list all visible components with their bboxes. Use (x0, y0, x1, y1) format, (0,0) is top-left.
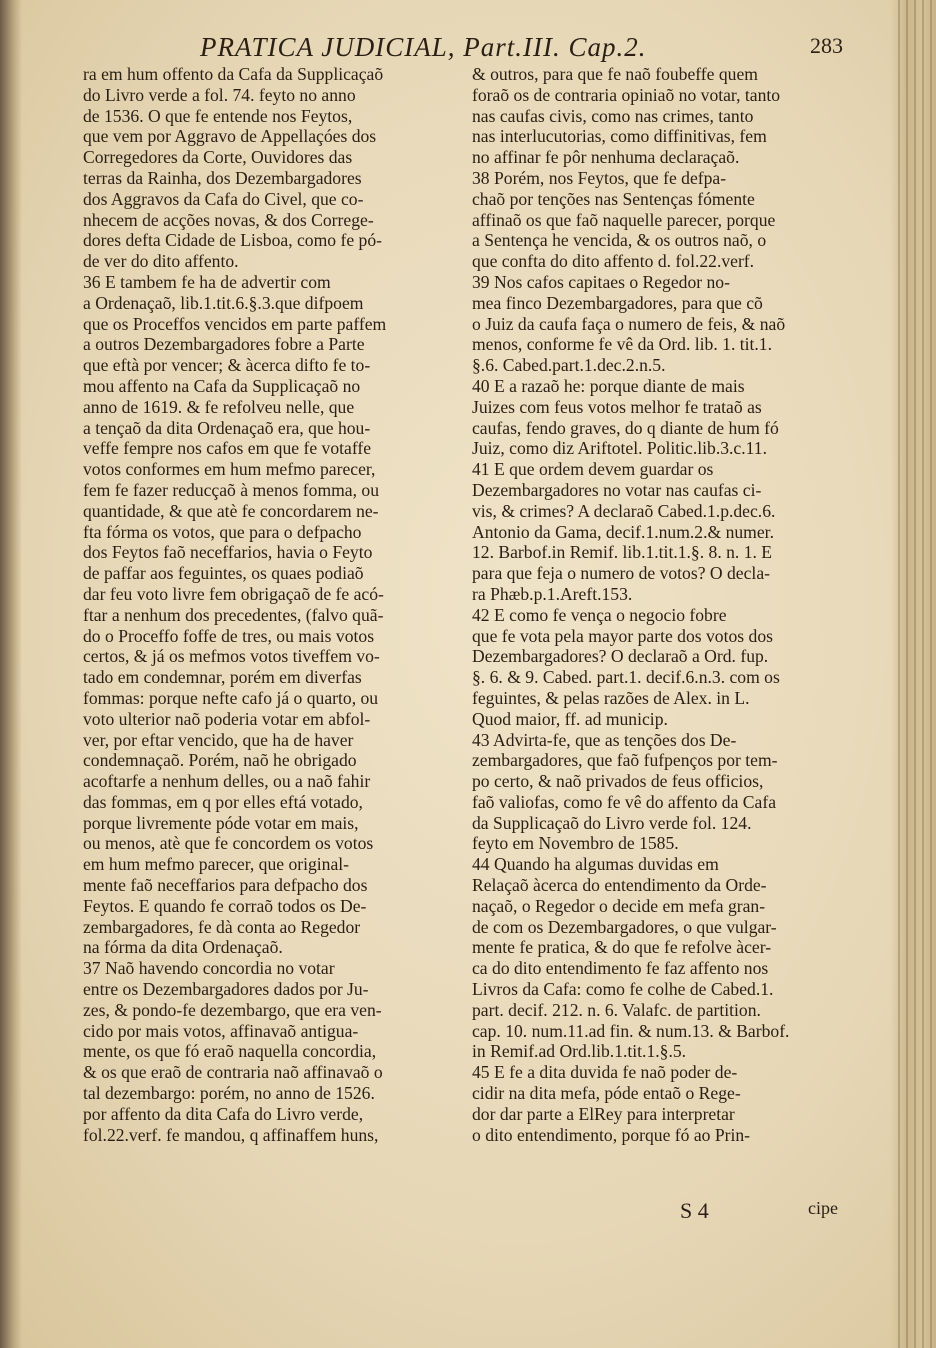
text-line: ou menos, atè que fe concordem os votos (83, 833, 374, 854)
text-line: & outros, para que fe naõ foubeffe quem (472, 64, 758, 84)
text-line: Corregedores da Corte, Ouvidores das (83, 147, 353, 168)
text-line: que fe vota pela mayor parte dos votos dos (472, 625, 773, 646)
text-line: tado em condemnar, porém em diverfas (83, 667, 362, 688)
text-line: Antonio da Gama, decif.1.num.2.& numer. (472, 521, 774, 542)
text-line: das fommas, em q por elles eftá votado, (83, 791, 363, 812)
catchword: cipe (808, 1198, 838, 1218)
text-line: 38 Porém, nos Feytos, que fe defpa- (472, 167, 727, 188)
text-line: entre os Dezembargadores dados por Ju- (83, 979, 369, 1000)
text-line: ftar a nenhum dos precedentes, (falvo quã- (83, 604, 384, 625)
page-edges (890, 0, 936, 1348)
text-line: o dito entendimento, porque fó ao Prin- (472, 1124, 751, 1145)
text-line: por affento da dita Cafa do Livro verde, (83, 1103, 364, 1124)
text-line: no affinar fe pôr nenhuma declaraçaõ. (472, 147, 740, 168)
text-line: cidir na dita mefa, póde entaõ o Rege- (472, 1083, 741, 1104)
text-line: 40 E a razaõ he: porque diante de mais (472, 375, 745, 396)
text-line: §. 6. & 9. Cabed. part.1. decif.6.n.3. com os (472, 667, 780, 688)
text-line: que os Proceffos vencidos em parte paffem (83, 313, 387, 334)
text-line: Quod maior, ff. ad municip. (472, 708, 668, 729)
text-line: po certo, & naõ privados de feus officios, (472, 771, 764, 792)
text-line: 43 Advirta-fe, que as tenções dos De- (472, 729, 737, 750)
text-line: menos, conforme fe vê da Ord. lib. 1. tit.1. (472, 334, 772, 355)
text-line: vis, & crimes? A declaraõ Cabed.1.p.dec.6. (472, 500, 776, 521)
text-line: zembargadores, fe dà conta ao Regedor (83, 916, 361, 937)
text-line: 45 E fe a dita duvida fe naõ poder de- (472, 1062, 738, 1083)
text-line: Feytos. E quando fe corraõ todos os De- (83, 895, 367, 916)
text-line: que eftà por vencer; & àcerca difto fe to- (83, 355, 371, 376)
text-line: in Remif.ad Ord.lib.1.tit.1.§.5. (472, 1041, 687, 1062)
text-line: Juiz, como diz Ariftotel. Politic.lib.3.c.11. (472, 438, 767, 459)
text-line: foraõ os de contraria opiniaõ no votar, tanto (472, 84, 781, 105)
text-line: que confta do dito affento d. fol.22.verf. (472, 251, 755, 272)
text-line: §.6. Cabed.part.1.dec.2.n.5. (472, 355, 666, 376)
text-line: acoftarfe a nenhum delles, ou a naõ fahir (83, 771, 371, 792)
text-line: anno de 1619. & fe refolveu nelle, que (83, 396, 355, 417)
text-line: a Ordenaçaõ, lib.1.tit.6.§.3.que difpoem (83, 292, 364, 313)
text-line: de paffar aos feguintes, os quaes podiaõ (83, 563, 364, 584)
text-line: Dezembargadores no votar nas caufas ci- (472, 479, 762, 500)
right-text-column (472, 64, 852, 1145)
text-line: feyto em Novembro de 1585. (472, 833, 679, 854)
text-line: a Sentença he vencida, & os outros naõ, o (472, 230, 767, 251)
text-line: part. decif. 212. n. 6. Valafc. de partition. (472, 999, 761, 1020)
text-line: tal dezembargo: porém, no anno de 1526. (83, 1083, 375, 1104)
text-line: mente faõ neceffarios para defpacho dos (83, 875, 368, 896)
text-line: Relaçaõ àcerca do entendimento da Orde- (472, 875, 767, 896)
text-line: de com os Dezembargadores, o que vulgar- (472, 916, 777, 937)
text-line: ra em hum offento da Cafa da Supplicaçaõ (83, 64, 384, 84)
text-line: a tençaõ da dita Ordenaçaõ era, que hou- (83, 417, 371, 438)
left-text-column (83, 64, 461, 1145)
text-line: affinaõ os que faõ naquelle parecer, porque (472, 209, 776, 230)
text-line: 42 E como fe vença o negocio fobre (472, 604, 727, 625)
text-line: 36 E tambem fe ha de advertir com (83, 271, 331, 292)
text-line: ca do dito entendimento fe faz affento nos (472, 958, 769, 979)
text-line: nas caufas civis, como nas crimes, tanto (472, 105, 754, 126)
signature-mark: S 4 (680, 1198, 709, 1223)
text-line: dar feu voto livre fem obrigaçaõ de fe acó- (83, 583, 384, 604)
text-line: Dezembargadores? O declaraõ a Ord. fup. (472, 646, 769, 667)
text-line: feguintes, & pelas razões de Alex. in L. (472, 687, 750, 708)
text-line: Livros da Cafa: como fe colhe de Cabed.1. (472, 979, 774, 1000)
text-line: mou affento na Cafa da Supplicaçaõ no (83, 375, 361, 396)
text-line: 37 Naõ havendo concordia no votar (83, 958, 335, 979)
text-line: fol.22.verf. fe mandou, q affinaffem huns, (83, 1124, 379, 1145)
text-line: chaõ por tenções nas Sentenças fómente (472, 188, 755, 209)
text-line: votos conformes em hum mefmo parecer, (83, 459, 376, 480)
text-line: Juizes com feus votos melhor fe trataõ as (472, 396, 762, 417)
text-line: faõ valiofas, como fe vê do affento da Cafa (472, 791, 777, 812)
text-line: certos, & já os mefmos votos tiveffem vo- (83, 646, 380, 667)
text-line: dores defta Cidade de Lisboa, como fe pó- (83, 230, 382, 251)
text-line: nas interlucutorias, como diffinitivas, fem (472, 126, 767, 147)
text-line: mente fe pratica, & do que fe refolve àcer- (472, 937, 772, 958)
text-line: da Supplicaçaõ do Livro verde fol. 124. (472, 812, 752, 833)
text-line: fta fórma os votos, que para o defpacho (83, 521, 362, 542)
running-title: PRATICA JUDICIAL, Part.III. Cap.2. (200, 32, 647, 62)
text-line: que vem por Aggravo de Appellaçóes dos (83, 126, 377, 147)
text-line: cap. 10. num.11.ad fin. & num.13. & Barbof. (472, 1020, 790, 1041)
text-line: fem fe fazer reducçaõ à menos fomma, ou (83, 479, 380, 500)
text-line: veffe fempre nos cafos em que fe votaffe (83, 438, 372, 459)
text-line: ra Phæb.p.1.Areft.153. (472, 583, 633, 604)
text-line: mente, os que fó eraõ naquella concordia, (83, 1041, 377, 1062)
text-line: do Livro verde a fol. 74. feyto no anno (83, 84, 356, 105)
text-line: porque livremente póde votar em mais, (83, 812, 359, 833)
text-line: terras da Rainha, dos Dezembargadores (83, 167, 362, 188)
text-line: do o Proceffo foffe de tres, ou mais votos (83, 625, 375, 646)
text-line: quantidade, & que atè fe concordarem ne- (83, 500, 379, 521)
text-line: de 1536. O que fe entende nos Feytos, (83, 105, 353, 126)
text-line: 41 E que ordem devem guardar os (472, 459, 714, 480)
page-number: 283 (810, 33, 843, 58)
text-line: 39 Nos cafos capitaes o Regedor no- (472, 271, 730, 292)
binding-gutter (0, 0, 22, 1348)
text-line: na fórma da dita Ordenaçaõ. (83, 937, 283, 958)
text-line: de ver do dito affento. (83, 251, 239, 272)
text-line: o Juiz da caufa faça o numero de feis, & naõ (472, 313, 786, 334)
text-line: a outros Dezembargadores fobre a Parte (83, 334, 365, 355)
text-line: fommas: porque nefte cafo já o quarto, ou (83, 687, 379, 708)
text-line: para que feja o numero de votos? O decla- (472, 563, 770, 584)
text-line: ver, por eftar vencido, que ha de haver (83, 729, 354, 750)
text-line: zes, & pondo-fe dezembargo, que era ven- (83, 999, 382, 1020)
text-line: mea finco Dezembargadores, para que cõ (472, 292, 763, 313)
text-line: condemnaçaõ. Porém, naõ he obrigado (83, 750, 357, 771)
text-line: dor dar parte a ElRey para interpretar (472, 1103, 735, 1124)
text-line: em hum mefmo parecer, que original- (83, 854, 350, 875)
text-line: dos Feytos faõ neceffarios, havia o Feyto (83, 542, 373, 563)
text-line: nhecem de acções novas, & dos Correge- (83, 209, 374, 230)
text-line: zembargadores, que faõ fufpenços por tem- (472, 750, 778, 771)
text-line: & os que eraõ de contraria naõ affinavaõ o (83, 1062, 383, 1083)
text-line: 44 Quando ha algumas duvidas em (472, 854, 719, 875)
text-line: naçaõ, o Regedor o decide em mefa gran- (472, 895, 766, 916)
text-line: voto ulterior naõ poderia votar em abfol- (83, 708, 371, 729)
text-line: dos Aggravos da Cafa do Civel, que co- (83, 188, 364, 209)
text-line: 12. Barbof.in Remif. lib.1.tit.1.§. 8. n. 1. E (472, 542, 773, 563)
text-line: cido por mais votos, affinavaõ antigua- (83, 1020, 359, 1041)
text-line: caufas, fendo graves, do q diante de hum fó (472, 417, 779, 438)
